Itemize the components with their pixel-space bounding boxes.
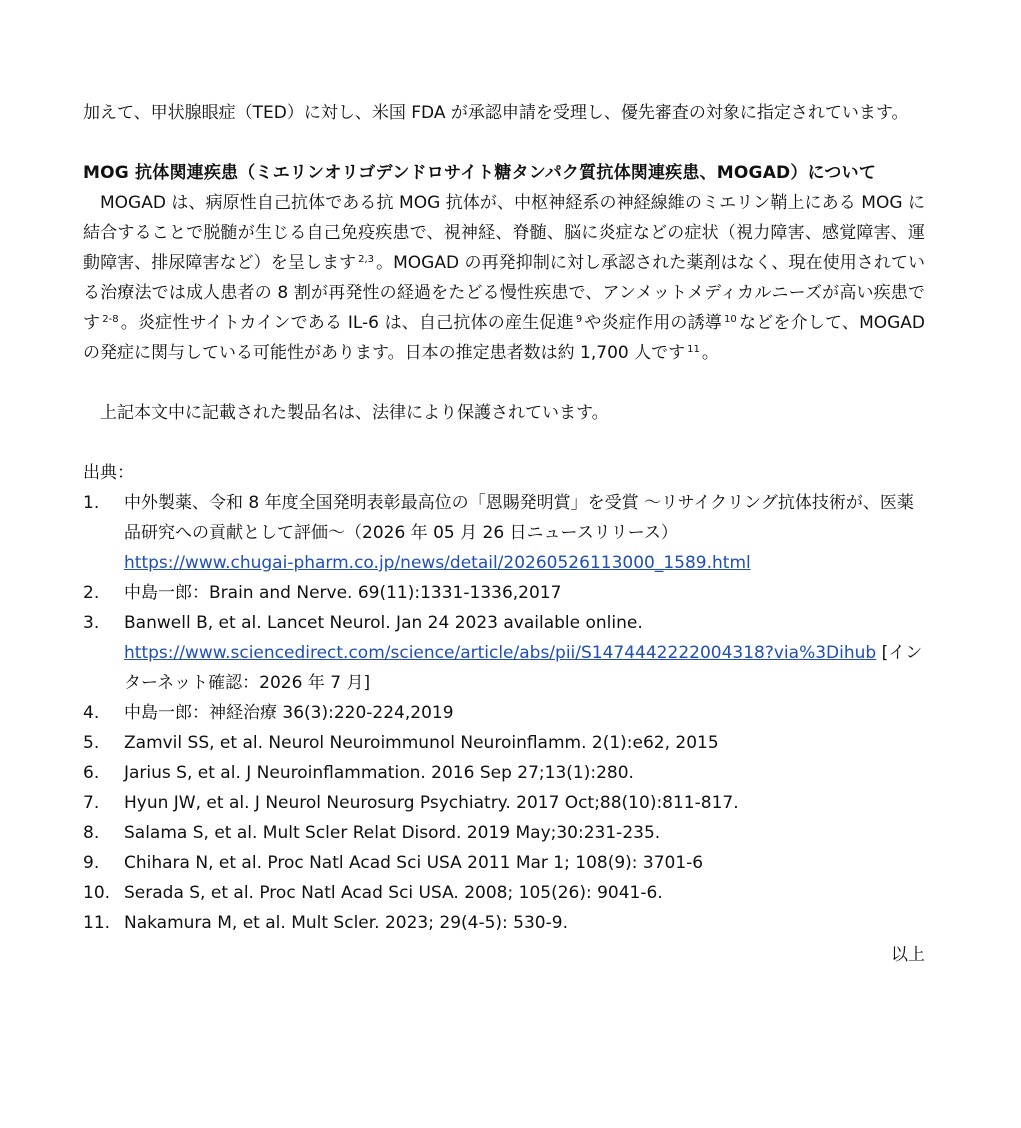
body-text-part: 。 [701, 343, 719, 363]
citation-superscript: 11 [687, 344, 700, 355]
reference-item [83, 788, 925, 818]
document-page [83, 98, 925, 970]
reference-item [83, 878, 925, 908]
trademark-notice: 上記本文中に記載された製品名は、法律により保護されています。 [100, 403, 609, 423]
reference-item [83, 908, 925, 938]
reference-text: 中外製薬、令和 8 年度全国発明表彰最高位の「恩賜発明賞」を受賞 ～リサイクリング抗体技術が、医薬品研究への貢献として評価～（2026 年 05 月 26 日ニュースリリース） [124, 493, 914, 543]
section-heading: MOG 抗体関連疾患（ミエリンオリゴデンドロサイト糖タンパク質抗体関連疾患、MOGAD）について [83, 163, 877, 183]
reference-number: 5. [83, 733, 100, 753]
citation-superscript: 9 [575, 314, 583, 325]
citation-superscript: 2-8 [102, 314, 119, 325]
citation-superscript: 10 [724, 314, 737, 325]
reference-number: 7. [83, 793, 100, 813]
reference-text: Salama S, et al. Mult Scler Relat Disord. 2019 May;30:231-235. [124, 823, 661, 843]
closing-mark: 以上 [891, 945, 925, 965]
reference-item [83, 848, 925, 878]
reference-item [83, 608, 925, 698]
reference-text: Hyun JW, et al. J Neurol Neurosurg Psychiatry. 2017 Oct;88(10):811-817. [124, 793, 739, 813]
reference-access-note: [インターネット確認：2026 年 7 月] [124, 643, 923, 693]
reference-number: 10. [83, 883, 111, 903]
citation-superscript: 2,3 [358, 254, 374, 265]
reference-number: 9. [83, 853, 100, 873]
reference-text: Serada S, et al. Proc Natl Acad Sci USA. 2008; 105(26): 9041-6. [124, 883, 663, 903]
reference-item [83, 758, 925, 788]
reference-number: 4. [83, 703, 100, 723]
reference-item [83, 698, 925, 728]
body-text-part: 。MOGAD の再発抑制に対し承認された薬剤はなく、現在使用されている治療法では成人患者の 8 割が再発性の経過をたどる慢性疾患で、アンメットメディカルニーズが高い疾患です [83, 253, 925, 333]
reference-number: 1. [83, 493, 100, 513]
reference-number: 2. [83, 583, 100, 603]
reference-link[interactable]: https://www.chugai-pharm.co.jp/news/detail/20260526113000_1589.html [124, 553, 751, 573]
body-text-part: や炎症作用の誘導 [584, 313, 723, 333]
reference-text: Chihara N, et al. Proc Natl Acad Sci USA 2011 Mar 1; 108(9): 3701-6 [124, 853, 704, 873]
reference-number: 6. [83, 763, 100, 783]
reference-text: Zamvil SS, et al. Neurol Neuroimmunol Neuroinflamm. 2(1):e62, 2015 [124, 733, 719, 753]
reference-item [83, 488, 925, 578]
reference-item [83, 728, 925, 758]
reference-item [83, 818, 925, 848]
reference-number: 3. [83, 613, 100, 633]
section-body-paragraph [83, 188, 925, 368]
reference-number: 8. [83, 823, 100, 843]
body-text-part: 。炎症性サイトカインである IL-6 は、自己抗体の産生促進 [120, 313, 574, 333]
reference-number: 11. [83, 913, 111, 933]
reference-text: Jarius S, et al. J Neuroinflammation. 2016 Sep 27;13(1):280. [124, 763, 634, 783]
intro-paragraph: 加えて、甲状腺眼症（TED）に対し、米国 FDA が承認申請を受理し、優先審査の対象に指定されています。 [83, 103, 909, 123]
reference-list [83, 488, 925, 938]
body-text-part: などを介して、MOGAD の発症に関与している可能性があります。日本の推定患者数は約 1,700 人です [83, 313, 926, 363]
reference-text: Banwell B, et al. Lancet Neurol. Jan 24 2023 available online. [124, 613, 643, 633]
reference-item [83, 578, 925, 608]
reference-text: Nakamura M, et al. Mult Scler. 2023; 29(4-5): 530-9. [124, 913, 568, 933]
reference-text: 中島一郎：Brain and Nerve. 69(11):1331-1336,2017 [124, 583, 562, 603]
body-text-part: MOGAD は、病原性自己抗体である抗 MOG 抗体が、中枢神経系の神経線維のミエリン鞘上にある MOG に結合することで脱髄が生じる自己免疫疾患で、視神経、脊髄、脳に炎症などの症状（視力障害、感覚障害、運動障害、排尿障害など）を呈します [83, 193, 925, 273]
reference-text: 中島一郎：神経治療 36(3):220-224,2019 [124, 703, 454, 723]
reference-link[interactable]: https://www.sciencedirect.com/science/article/abs/pii/S1474442222004318?via%3Dihub [124, 643, 877, 663]
sources-title: 出典： [83, 463, 134, 483]
